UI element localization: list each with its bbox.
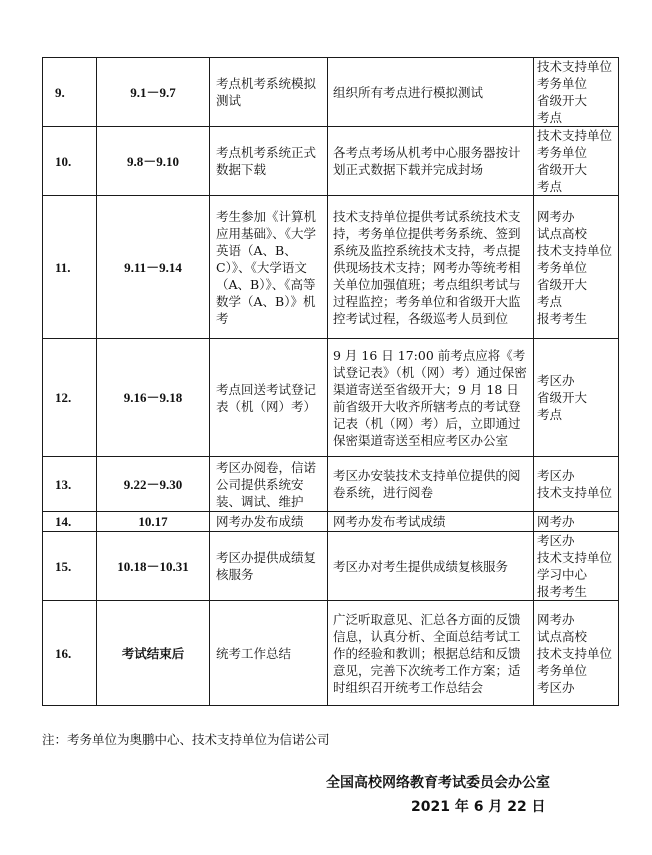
row-detail: 广泛听取意见、汇总各方面的反馈信息，认真分析、全面总结考试工作的经验和教训；根据总结和反馈意见，完善下次统考工作方案；适时组织召开统考工作总结会: [328, 601, 534, 706]
unit-item: 技术支持单位: [537, 128, 613, 143]
footnote: 注：考务单位为奥鹏中心、技术支持单位为信诺公司: [42, 732, 330, 747]
table-row: [43, 127, 619, 196]
row-date: 考试结束后: [97, 601, 210, 706]
row-date: 10.17: [97, 512, 210, 532]
row-number: 10.: [43, 127, 97, 196]
unit-item: 考务单位: [537, 145, 588, 160]
row-units: [534, 196, 619, 339]
row-number: 9.: [43, 58, 97, 127]
unit-item: 省级开大: [537, 93, 588, 108]
row-task: 考区办提供成绩复核服务: [210, 532, 328, 601]
row-units: [534, 457, 619, 512]
unit-item: 考点: [537, 293, 563, 309]
unit-item: 考区办: [537, 468, 575, 483]
row-units: [534, 127, 619, 196]
table-row: [43, 512, 619, 532]
row-detail: 组织所有考点进行模拟测试: [328, 58, 534, 127]
row-date: 9.1－9.7: [97, 58, 210, 127]
unit-item: 技术支持单位: [537, 550, 613, 565]
row-number: 13.: [43, 457, 97, 512]
row-number: 16.: [43, 601, 97, 706]
row-number: 12.: [43, 339, 97, 457]
unit-item: 试点高校: [537, 628, 588, 644]
row-task: 考生参加《计算机应用基础》、《大学英语（A、B、C）》、《大学语文（A、B）》、《高等数学（A、B）》机考: [210, 196, 328, 339]
unit-item: 学习中心: [537, 567, 588, 582]
unit-item: 考务单位: [537, 76, 588, 91]
row-units: [534, 339, 619, 457]
table-row: [43, 457, 619, 512]
unit-item: 技术支持单位: [537, 59, 613, 74]
unit-item: 报考考生: [537, 310, 588, 326]
unit-item: 技术支持单位: [537, 485, 613, 500]
row-date: 9.8－9.10: [97, 127, 210, 196]
unit-item: 技术支持单位: [537, 242, 613, 258]
unit-item: 考点: [537, 110, 563, 125]
unit-item: 网考办: [537, 514, 575, 529]
row-number: 14.: [43, 512, 97, 532]
row-units: [534, 532, 619, 601]
row-date: 9.16－9.18: [97, 339, 210, 457]
unit-item: 试点高校: [537, 225, 588, 241]
unit-item: 考点: [537, 407, 563, 422]
exam-schedule-table: [42, 57, 619, 706]
table-row: [43, 58, 619, 127]
row-detail: 考区办对考生提供成绩复核服务: [328, 532, 534, 601]
row-units: [534, 58, 619, 127]
row-task: 统考工作总结: [210, 601, 328, 706]
unit-item: 考区办: [537, 373, 575, 388]
row-task: 考点机考系统正式数据下载: [210, 127, 328, 196]
row-detail: 网考办发布考试成绩: [328, 512, 534, 532]
row-detail: 各考点考场从机考中心服务器按计划正式数据下载并完成封场: [328, 127, 534, 196]
table-row: [43, 532, 619, 601]
row-task: 考点机考系统模拟测试: [210, 58, 328, 127]
row-task: 考点回送考试登记表（机（网）考）: [210, 339, 328, 457]
row-units: [534, 512, 619, 532]
issuing-office: 全国高校网络教育考试委员会办公室: [326, 775, 550, 791]
unit-item: 省级开大: [537, 276, 588, 292]
row-units: [534, 601, 619, 706]
unit-item: 网考办: [537, 208, 575, 224]
unit-item: 省级开大: [537, 162, 588, 177]
row-date: 9.22－9.30: [97, 457, 210, 512]
row-number: 11.: [43, 196, 97, 339]
row-date: 10.18－10.31: [97, 532, 210, 601]
row-task: 网考办发布成绩: [210, 512, 328, 532]
unit-item: 技术支持单位: [537, 645, 613, 661]
unit-item: 考务单位: [537, 259, 588, 275]
issue-date: 2021 年 6 月 22 日: [411, 799, 546, 815]
row-detail: 技术支持单位提供考试系统技术支持，考务单位提供考务系统、签到系统及监控系统技术支持，考点提供现场技术支持；网考办等统考相关单位加强值班；考点组织考试与过程监控；考务单位和省级开大监控考试过程，各级巡考人员到位: [328, 196, 534, 339]
table-row: [43, 339, 619, 457]
row-task: 考区办阅卷，信诺公司提供系统安装、调试、维护: [210, 457, 328, 512]
unit-item: 省级开大: [537, 390, 588, 405]
row-number: 15.: [43, 532, 97, 601]
row-detail: 考区办安装技术支持单位提供的阅卷系统，进行阅卷: [328, 457, 534, 512]
table-row: [43, 601, 619, 706]
unit-item: 考区办: [537, 679, 575, 695]
unit-item: 考务单位: [537, 662, 588, 678]
row-date: 9.11－9.14: [97, 196, 210, 339]
unit-item: 考点: [537, 179, 563, 194]
unit-item: 报考考生: [537, 584, 588, 599]
table-row: [43, 196, 619, 339]
row-detail: 9 月 16 日 17:00 前考点应将《考试登记表》（机（网）考）通过保密渠道寄送至省级开大；9 月 18 日前省级开大收齐所辖考点的考试登记表（机（网）考）后，立即通过保密渠道寄送至相应考区办公室: [328, 339, 534, 457]
unit-item: 考区办: [537, 533, 575, 548]
unit-item: 网考办: [537, 611, 575, 627]
